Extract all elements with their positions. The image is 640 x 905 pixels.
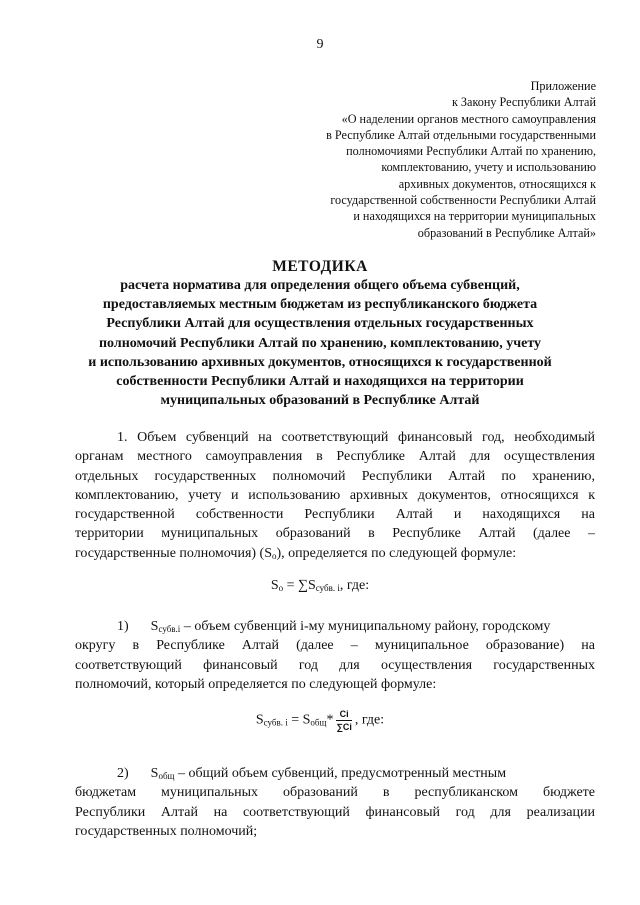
title-line: собственности Республики Алтай и находящихся на территории xyxy=(116,374,524,390)
item-line: государственных полномочий; xyxy=(75,823,258,839)
paragraph-line: территории муниципальных образований в Республике Алтай (далее – xyxy=(75,526,595,542)
page-number: 9 xyxy=(316,37,324,52)
paragraph-line: 1. Объем субвенций на соответствующий финансовый год, необходимый xyxy=(117,430,595,445)
item-line: бюджетам муниципальных образований в республиканском бюджете xyxy=(75,785,595,801)
fraction xyxy=(336,709,351,732)
paragraph-line: отдельных государственных полномочий Республики Алтай по хранению, xyxy=(75,468,595,484)
paragraph-line: государственной собственности Республики Алтай и находящихся на xyxy=(75,507,595,523)
appendix-line: и находящихся на территории муниципальных xyxy=(353,209,596,224)
appendix-line: полномочиями Республики Алтай по хранению, xyxy=(346,144,596,159)
item-first-line: 2) $S_{общ}$ – общий объем субвенций, предусмотренный местным xyxy=(117,766,507,781)
title-subtitle xyxy=(0,276,640,410)
item-first-line: 1) $S_{субв.i}$ – объем субвенций i-му муниципальному району, городскому xyxy=(117,619,551,634)
item-2 xyxy=(75,764,595,841)
paragraph-line: органам местного самоуправления в Республике Алтай для осуществления xyxy=(75,449,595,465)
appendix-line: к Закону Республики Алтай xyxy=(451,95,596,110)
title-main: МЕТОДИКА xyxy=(272,258,368,275)
item-number: 2) xyxy=(117,766,129,781)
item-line: Республики Алтай на соответствующий финансовый год для реализации xyxy=(75,804,595,820)
fraction-numerator: Ci xyxy=(336,709,351,721)
item-number: 1) xyxy=(117,619,129,634)
title-line: предоставляемых местным бюджетам из республиканского бюджета xyxy=(102,297,538,313)
paragraph-1 xyxy=(75,428,595,563)
appendix-line: в Республике Алтай отдельными государственными xyxy=(326,127,596,142)
item-line: соответствующий финансовый год для осуществления государственных xyxy=(75,657,595,673)
title-line: и использованию архивных документов, относящихся к государственной xyxy=(88,354,552,370)
document-title xyxy=(0,257,640,410)
title-line: муниципальных образований в Республике Алтай xyxy=(160,393,480,409)
formula-total: $S_о = \sum S_{субв. i}$, где: xyxy=(270,578,370,593)
appendix-line: государственной собственности Республики Алтай xyxy=(330,193,596,208)
fraction-denominator: ∑Ci xyxy=(336,722,352,732)
title-line: Республики Алтай для осуществления отдельных государственных xyxy=(106,316,534,332)
paragraph-line: государственные полномочия) $(S_о)$, определяется по следующей формуле: xyxy=(75,545,517,561)
item-line: полномочий, который определяется по следующей формуле: xyxy=(75,676,437,692)
appendix-line: образований в Республике Алтай» xyxy=(417,225,596,240)
appendix-line: комплектованию, учету и использованию xyxy=(381,160,596,175)
item-line: округу в Республике Алтай (далее – муниципальное образование) на xyxy=(75,638,595,654)
appendix-header xyxy=(276,78,596,241)
appendix-line: «О наделении органов местного самоуправления xyxy=(341,111,596,126)
formula-subvention: $S_{субв. i} = S_{общ}*$ $\frac{Ci}{\sum Ci}$ , где: xyxy=(255,709,385,732)
appendix-line: Приложение xyxy=(530,79,596,93)
title-line: полномочий Республики Алтай по хранению, комплектованию, учету xyxy=(98,335,542,351)
paragraph-line: комплектованию, учету и использованию архивных документов, относящихся к xyxy=(75,487,595,503)
title-line: расчета норматива для определения общего объема субвенций, xyxy=(120,278,520,293)
appendix-line: архивных документов, относящихся к xyxy=(398,176,596,191)
item-1 xyxy=(75,617,595,694)
